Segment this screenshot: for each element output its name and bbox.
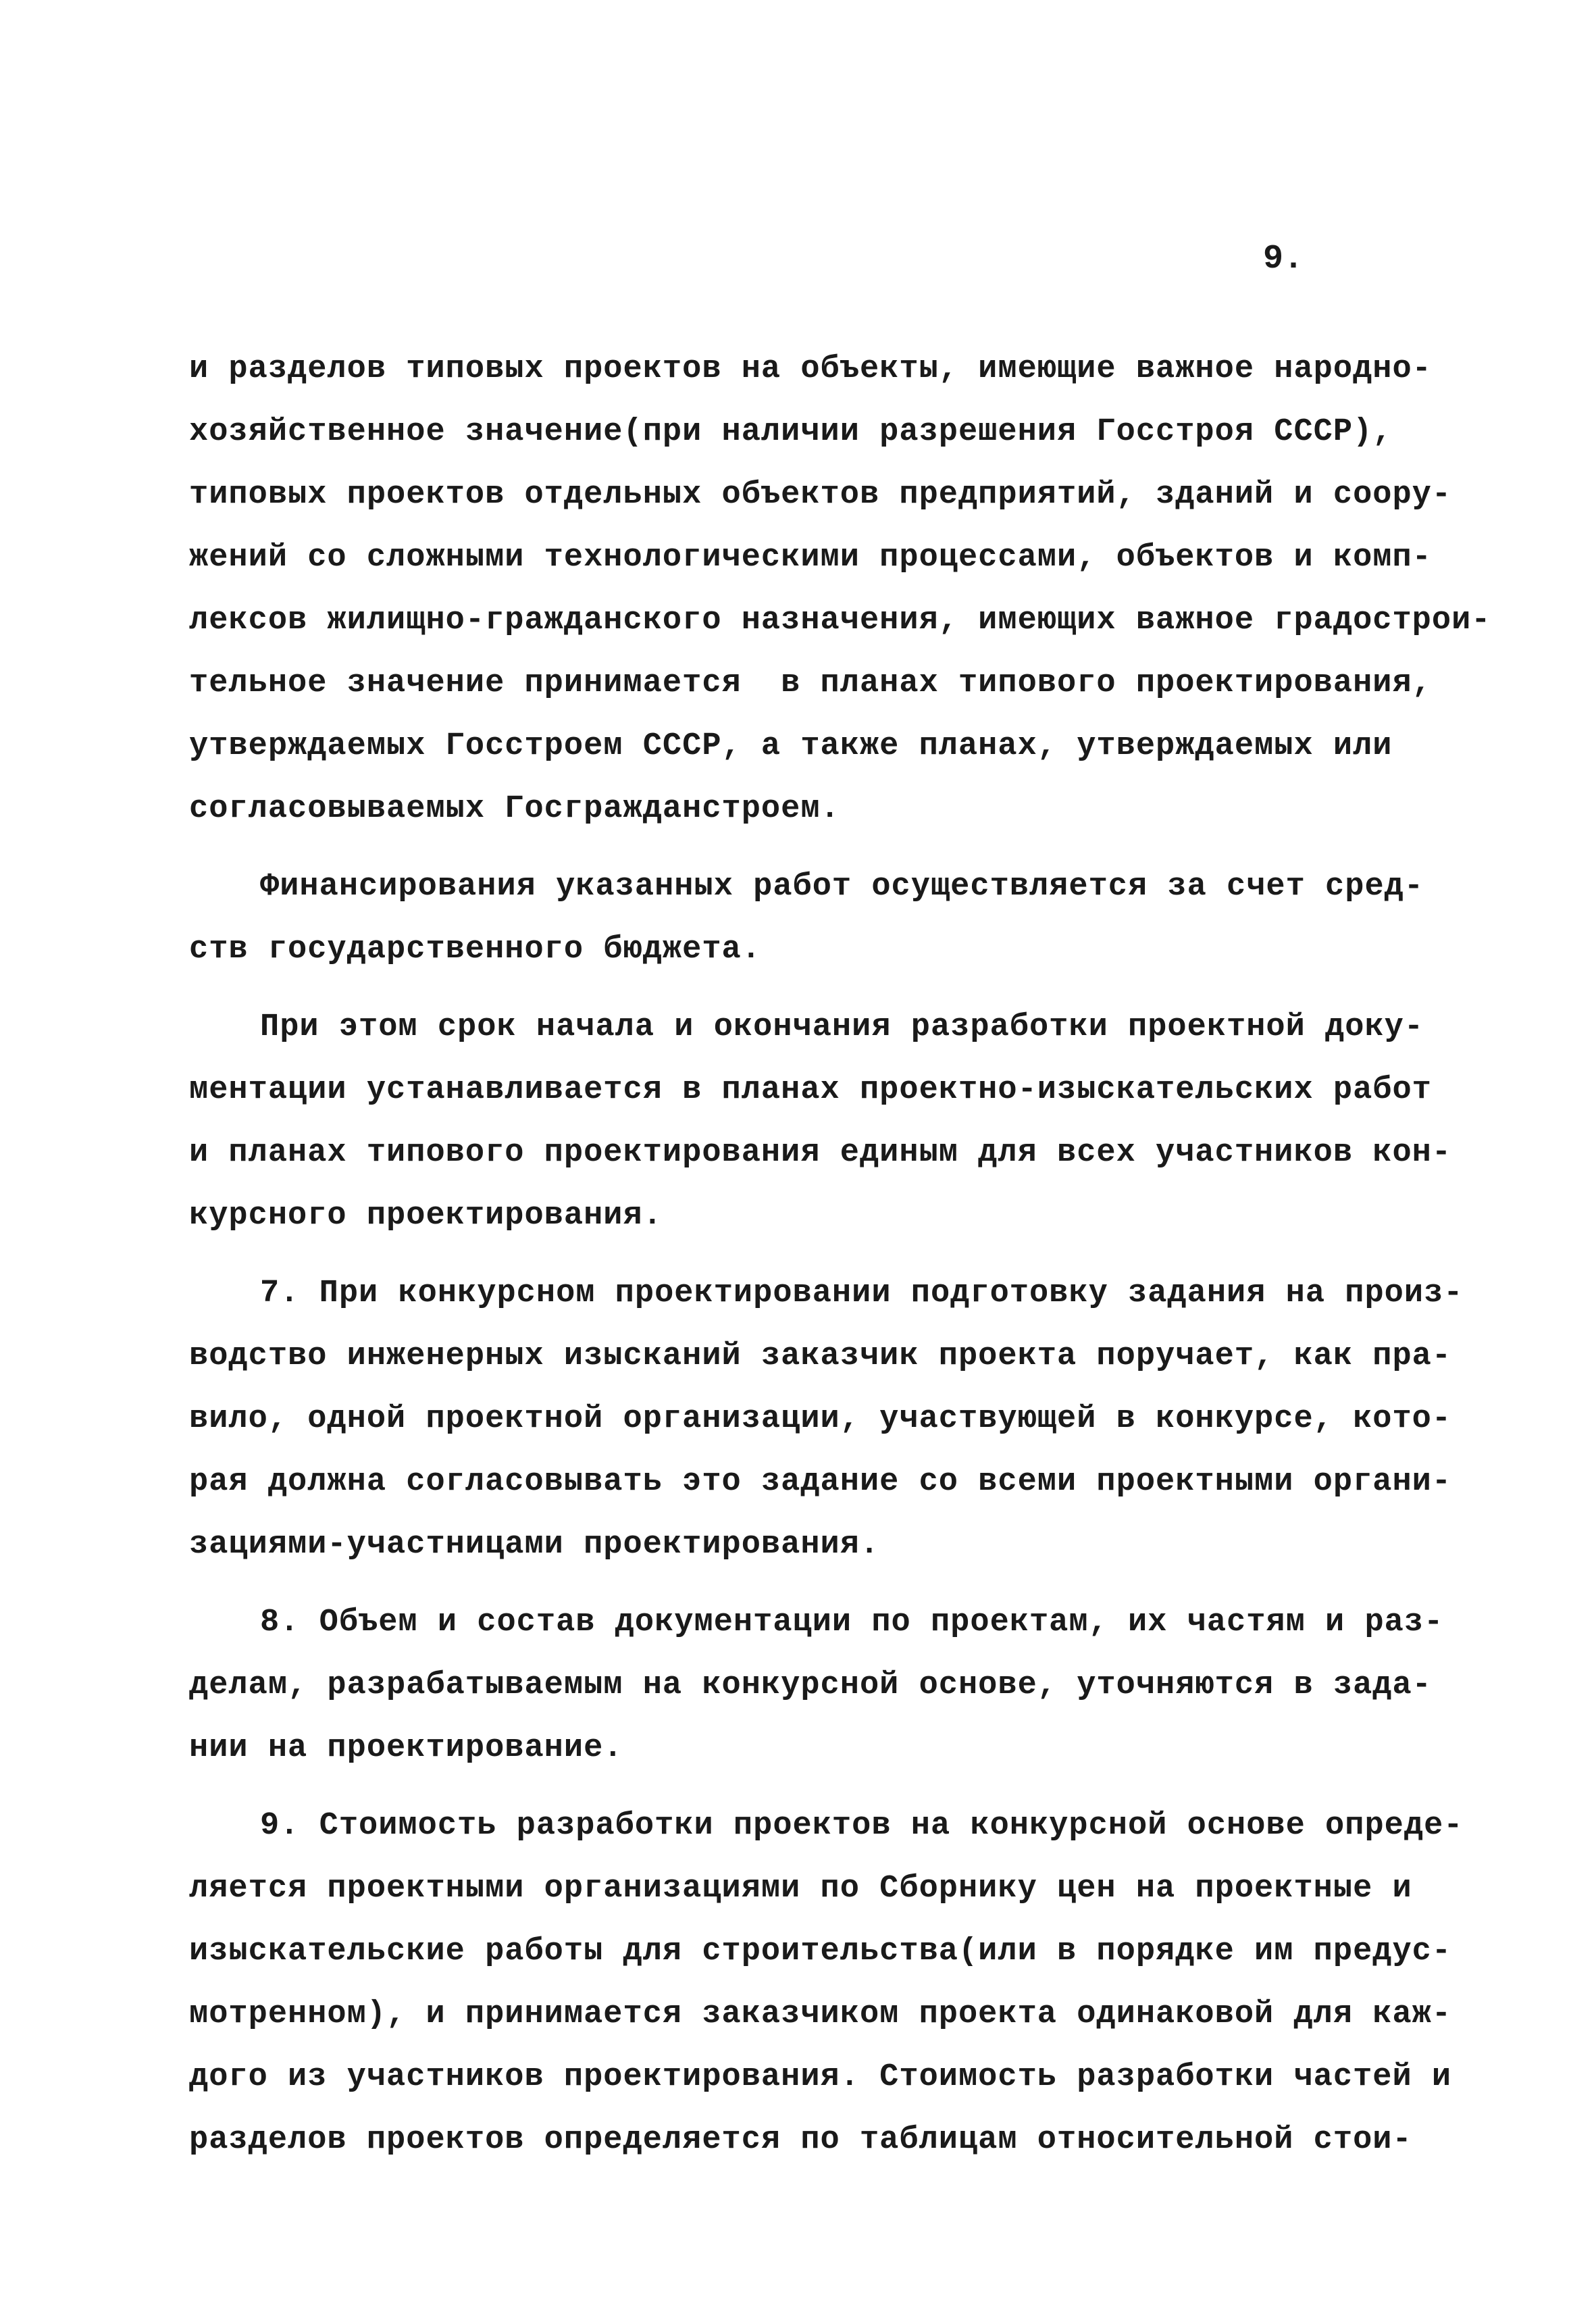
- text-line: 8. Объем и состав документации по проектам, их частям и раз-: [260, 1605, 1444, 1640]
- paragraph-financing: [189, 855, 1472, 981]
- text-line: делам, разрабатываемым на конкурсной основе, уточняются в зада-: [189, 1667, 1432, 1703]
- text-line: 9. Стоимость разработки проектов на конкурсной основе опреде-: [260, 1808, 1464, 1844]
- text-line: лексов жилищно-гражданского назначения, имеющих важное градострои-: [189, 603, 1491, 638]
- text-line: ментации устанавливается в планах проектно-изыскательских работ: [189, 1072, 1432, 1108]
- text-line: 7. При конкурсном проектировании подготовку задания на произ-: [260, 1276, 1464, 1311]
- text-line: зациями-участницами проектирования.: [189, 1527, 880, 1563]
- text-line: ляется проектными организациями по Сборнику цен на проектные и: [189, 1871, 1412, 1907]
- text-line: согласовываемых Госгражданстроем.: [189, 791, 840, 827]
- text-line: вило, одной проектной организации, участвующей в конкурсе, кото-: [189, 1401, 1452, 1437]
- text-line: изыскательские работы для строительства(или в порядке им предус-: [189, 1934, 1452, 1969]
- paragraph-item-7: [189, 1262, 1472, 1576]
- text-line: курсного проектирования.: [189, 1198, 663, 1234]
- text-line: утверждаемых Госстроем СССР, а также планах, утверждаемых или: [189, 728, 1393, 764]
- paragraph-item-8: [189, 1591, 1472, 1780]
- text-line: хозяйственное значение(при наличии разрешения Госстроя СССР),: [189, 414, 1393, 450]
- text-line: мотренном), и принимается заказчиком проекта одинаковой для каж-: [189, 1996, 1452, 2032]
- text-line: рая должна согласовывать это задание со всеми проектными органи-: [189, 1464, 1452, 1500]
- document-body: [189, 338, 1491, 2186]
- paragraph-item-9: [189, 1794, 1472, 2171]
- text-line: разделов проектов определяется по таблицам относительной стои-: [189, 2122, 1412, 2158]
- paragraph-deadlines: [189, 996, 1472, 1247]
- text-line: типовых проектов отдельных объектов предприятий, зданий и соору-: [189, 477, 1452, 513]
- text-line: При этом срок начала и окончания разработки проектной доку-: [260, 1009, 1424, 1045]
- page-number: 9.: [1263, 240, 1304, 278]
- text-line: Финансирования указанных работ осуществляется за счет сред-: [260, 869, 1424, 905]
- text-line: жений со сложными технологическими процессами, объектов и комп-: [189, 540, 1432, 576]
- text-line: нии на проектирование.: [189, 1730, 623, 1766]
- paragraph-continuation: [189, 338, 1491, 840]
- text-line: тельное значение принимается в планах типового проектирования,: [189, 665, 1432, 701]
- text-line: водство инженерных изысканий заказчик проекта поручает, как пра-: [189, 1338, 1452, 1374]
- text-line: ств государственного бюджета.: [189, 932, 761, 967]
- text-line: и разделов типовых проектов на объекты, имеющие важное народно-: [189, 351, 1432, 387]
- text-line: дого из участников проектирования. Стоимость разработки частей и: [189, 2059, 1452, 2095]
- text-line: и планах типового проектирования единым для всех участников кон-: [189, 1135, 1452, 1171]
